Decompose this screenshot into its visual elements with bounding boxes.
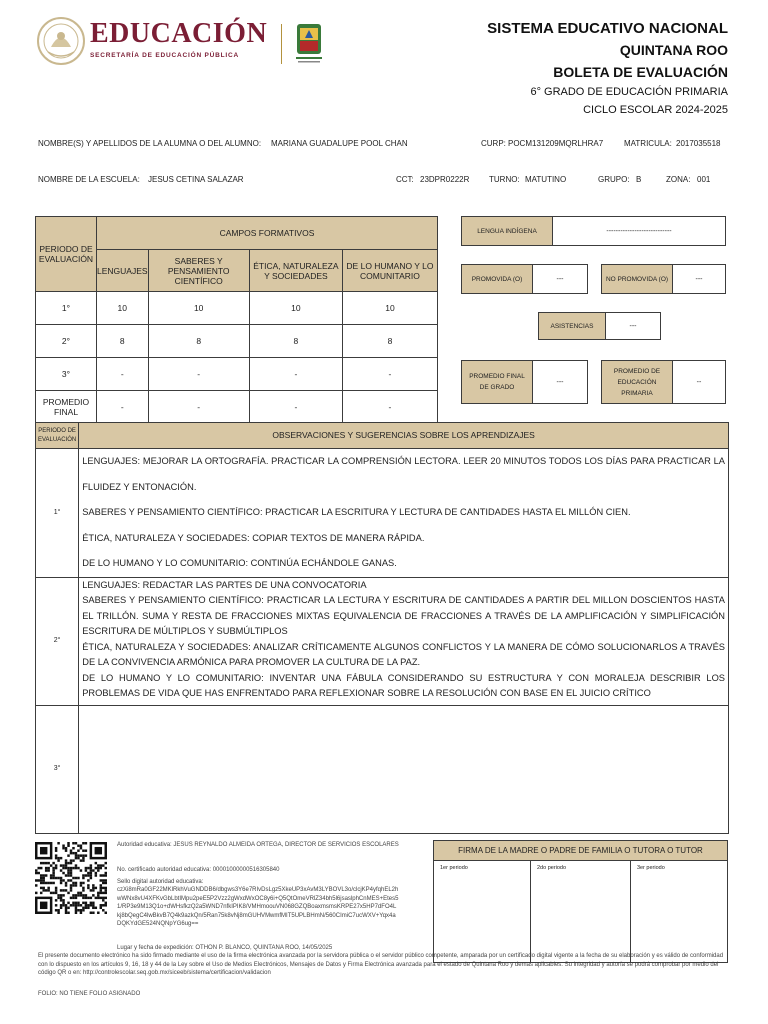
certificado: No. certificado autoridad educativa: 00001000000516305840 [117, 867, 280, 873]
period-label: PROMEDIO FINAL [36, 391, 97, 424]
signature-period-3[interactable]: 3er periodo [630, 861, 727, 963]
turno-value: MATUTINO [525, 175, 567, 184]
header-document: BOLETA DE EVALUACIÓN [553, 64, 728, 80]
obs-line: SABERES Y PENSAMIENTO CIENTÍFICO: PRACTICAR LA LECTURA Y ESCRITURA DE CANTIDADES A PARTIR DEL MILLON DOSCIENTOS HASTA EL TRILLÓN. SUMA Y RESTA DE FRACCIONES MIXTAS EQUIVALENCIA DE FRACCIONES A TRAVÉS DE LA AMPLIFICACIÓN Y SIMPLIFICACIÓN ESCRITURA DE MÚLTIPLOS Y SUBMÚLTIPLOS [82, 595, 725, 636]
obs-row [36, 449, 729, 578]
grade-cell: 10 [249, 292, 342, 325]
sello-digital: czXi8mRa0GF22MKlRkhVuGNDDB6/dbgws3Y6e7RIvDsLgz5XkeUP3xAvM3LYBOVL3o/clcjKP4yfqhEL2hwWNx8vU4XFKvGbLbtIMpu2peE5P2Vzz2gWxdWxOC8y6i+Q5QtOmeVRlZ34bh5l6jsaslphCnMES+Etes51/RP3e9M13Q1o+dWHsfkzQ2a5WND7nfkIPIK8/VMHmoouVN068GZQBoaxmsmsKRPE27x5HP7dFO4Lkj8bQegC4lwBkvB7Q4k9azkQn/5Ran75k8vNj8mGUHVMwmfMIT5UPLBHmN/560CImiC7ucWXV+Yqx4aDQKYdGE524NQNpYG6ug== [117, 887, 399, 927]
obs-line: LENGUAJES: MEJORAR LA ORTOGRAFÍA. PRACTICAR LA COMPRENSIÓN LECTORA. LEER 20 MINUTOS TODOS LOS DÍAS PARA PRACTICAR LA FLUIDEZ Y ENTONACIÓN. [82, 456, 725, 492]
obs-row [36, 577, 729, 705]
obs-line: DE LO HUMANO Y LO COMUNITARIO: CONTINÚA ECHÁNDOLE GANAS. [82, 558, 397, 568]
cct-label: CCT: [396, 175, 414, 184]
qr-code-icon[interactable] [35, 842, 107, 914]
promovida-label: PROMOVIDA (O) [461, 264, 533, 294]
column-header: LENGUAJES [97, 250, 149, 292]
curp-value: POCM131209MQRLHRA7 [508, 139, 604, 148]
lengua-value: ---------------------------- [552, 216, 726, 246]
brand-title: EDUCACIÓN [90, 18, 268, 49]
student-name: MARIANA GUADALUPE POOL CHAN [271, 139, 408, 148]
promovida-value: --- [532, 264, 588, 294]
quintana-roo-logo-icon [294, 22, 324, 66]
obs-line: LENGUAJES: REDACTAR LAS PARTES DE UNA CONVOCATORIA [82, 579, 367, 590]
grupo-label: GRUPO: [598, 175, 630, 184]
column-header: SABERES Y PENSAMIENTO CIENTÍFICO [148, 250, 249, 292]
asistencias-value: --- [605, 312, 661, 340]
promedio-grado-value: --- [532, 360, 588, 404]
no-promovida-value: --- [672, 264, 726, 294]
promedio-grado-label: PROMEDIO FINAL DE GRADO [461, 360, 533, 404]
signature-table [433, 840, 728, 963]
autoridad-educativa: Autoridad educativa: JESUS REYNALDO ALMEIDA ORTEGA, DIRECTOR DE SERVICIOS ESCOLARES [117, 842, 399, 848]
period-label: 1° [36, 292, 97, 325]
grade-cell: 10 [148, 292, 249, 325]
grupo-value: B [636, 175, 642, 184]
no-promovida-label: NO PROMOVIDA (O) [601, 264, 673, 294]
grade-cell: - [97, 391, 149, 424]
period-label: 3° [36, 358, 97, 391]
header-grade: 6° GRADO DE EDUCACIÓN PRIMARIA [530, 86, 728, 98]
column-header: ÉTICA, NATURALEZA Y SOCIEDADES [249, 250, 342, 292]
obs-text [79, 449, 729, 578]
cct-value: 23DPR0222R [420, 175, 470, 184]
grade-cell: 8 [148, 325, 249, 358]
grade-row [36, 358, 438, 391]
period-header: PERIODO DE EVALUACIÓN [36, 217, 97, 292]
grade-cell: - [249, 391, 342, 424]
logo-divider [281, 24, 282, 64]
sello-label: Sello digital autoridad educativa: [117, 879, 204, 885]
fields-header: CAMPOS FORMATIVOS [97, 217, 438, 250]
obs-text [79, 705, 729, 833]
obs-period-label: 2° [36, 577, 79, 705]
obs-period-label: 3° [36, 705, 79, 833]
curp-label: CURP: [481, 139, 506, 148]
grade-cell: 10 [342, 292, 437, 325]
national-seal-icon [36, 14, 86, 68]
matricula-value: 2017035518 [676, 139, 721, 148]
zona-label: ZONA: [666, 175, 691, 184]
grade-cell: - [148, 358, 249, 391]
grade-row [36, 292, 438, 325]
promedio-primaria-value: -- [672, 360, 726, 404]
observations-table [35, 422, 729, 834]
grade-cell: - [148, 391, 249, 424]
folio: FOLIO: NO TIENE FOLIO ASIGNADO [38, 991, 141, 997]
obs-line: SABERES Y PENSAMIENTO CIENTÍFICO: PRACTICAR LA ESCRITURA Y LECTURA DE CANTIDADES HASTA EL MILLÓN CIEN. [82, 507, 631, 517]
turno-label: TURNO: [489, 175, 520, 184]
obs-period-header: PERIODO DE EVALUACIÓN [36, 423, 79, 449]
school-name-label: NOMBRE DE LA ESCUELA: [38, 175, 140, 184]
grade-row [36, 325, 438, 358]
signature-period-1[interactable]: 1er periodo [434, 861, 531, 963]
grade-row [36, 391, 438, 424]
brand-subtitle: SECRETARÍA DE EDUCACIÓN PÚBLICA [90, 52, 240, 59]
school-name: JESUS CETINA SALAZAR [148, 175, 244, 184]
zona-value: 001 [697, 175, 711, 184]
grade-cell: 8 [97, 325, 149, 358]
asistencias-label: ASISTENCIAS [538, 312, 606, 340]
obs-header: OBSERVACIONES Y SUGERENCIAS SOBRE LOS APRENDIZAJES [79, 423, 729, 449]
header-state: QUINTANA ROO [619, 42, 728, 58]
grade-cell: 10 [97, 292, 149, 325]
grade-cell: - [342, 391, 437, 424]
grade-cell: 8 [342, 325, 437, 358]
grade-cell: - [342, 358, 437, 391]
grade-cell: 8 [249, 325, 342, 358]
header-system: SISTEMA EDUCATIVO NACIONAL [487, 20, 728, 37]
student-name-label: NOMBRE(S) Y APELLIDOS DE LA ALUMNA O DEL ALUMNO: [38, 139, 262, 148]
lugar-fecha: Lugar y fecha de expedición: OTHON P. BLANCO, QUINTANA ROO, 14/05/2025 [117, 945, 333, 951]
obs-line: ÉTICA, NATURALEZA Y SOCIEDADES: COPIAR TEXTOS DE MANERA RÁPIDA. [82, 532, 425, 543]
grade-cell: - [97, 358, 149, 391]
legal-notice: El presente documento electrónico ha sido firmado mediante el uso de la firma electrónica avanzada por la servidora pública o el servidor público competente, amparada por un certificado digital vigente a la fecha de su elaboración y es válido de conformidad con lo dispuesto en los artículos 9, 16, 18 y 44 de la Ley sobre el Uso de Medios Electrónicos, Mensajes de Datos y Firma Electrónica avanzada para el estado de Quintana Roo y demas aplicables. Su integridad y autoría se podrá comprobar por medio del código QR o en: http://controlescolar.seq.gob.mx/siceeb/sistema/certificacion/validacion [38, 953, 724, 976]
period-label: 2° [36, 325, 97, 358]
column-header: DE LO HUMANO Y LO COMUNITARIO [342, 250, 437, 292]
signature-header: FIRMA DE LA MADRE O PADRE DE FAMILIA O TUTORA O TUTOR [434, 841, 728, 861]
obs-period-label: 1° [36, 449, 79, 578]
lengua-label: LENGUA INDÍGENA [461, 216, 553, 246]
grade-cell: - [249, 358, 342, 391]
matricula-label: MATRICULA: [624, 139, 672, 148]
obs-line: DE LO HUMANO Y LO COMUNITARIO: INVENTAR UNA FÁBULA CONSIDERANDO SU ESTRUCTURA Y CON MORALEJA DESCRIBIR LOS PROBLEMAS DE VIDA QUE HAS ENFRENTADO PARA REFLEXIONAR SOBRE LA RESOLUCIÓN CON BASE EN EL JUICIO CRÍTICO [82, 672, 725, 698]
signature-period-2[interactable]: 2do periodo [531, 861, 631, 963]
promedio-primaria-label: PROMEDIO DE EDUCACIÓN PRIMARIA [601, 360, 673, 404]
obs-line: ÉTICA, NATURALEZA Y SOCIEDADES: ANALIZAR CRÍTICAMENTE ALGUNOS CONFLICTOS Y LA MANERA DE CÓMO SOLUCIONARLOS A TRAVÉS DE LA CONVIVENCIA ARMÓNICA PARA PROMOVER LA CULTURA DE LA PAZ. [82, 641, 725, 667]
obs-row [36, 705, 729, 833]
obs-text [79, 577, 729, 705]
grades-table [35, 216, 438, 424]
header-cycle: CICLO ESCOLAR 2024-2025 [583, 104, 728, 116]
